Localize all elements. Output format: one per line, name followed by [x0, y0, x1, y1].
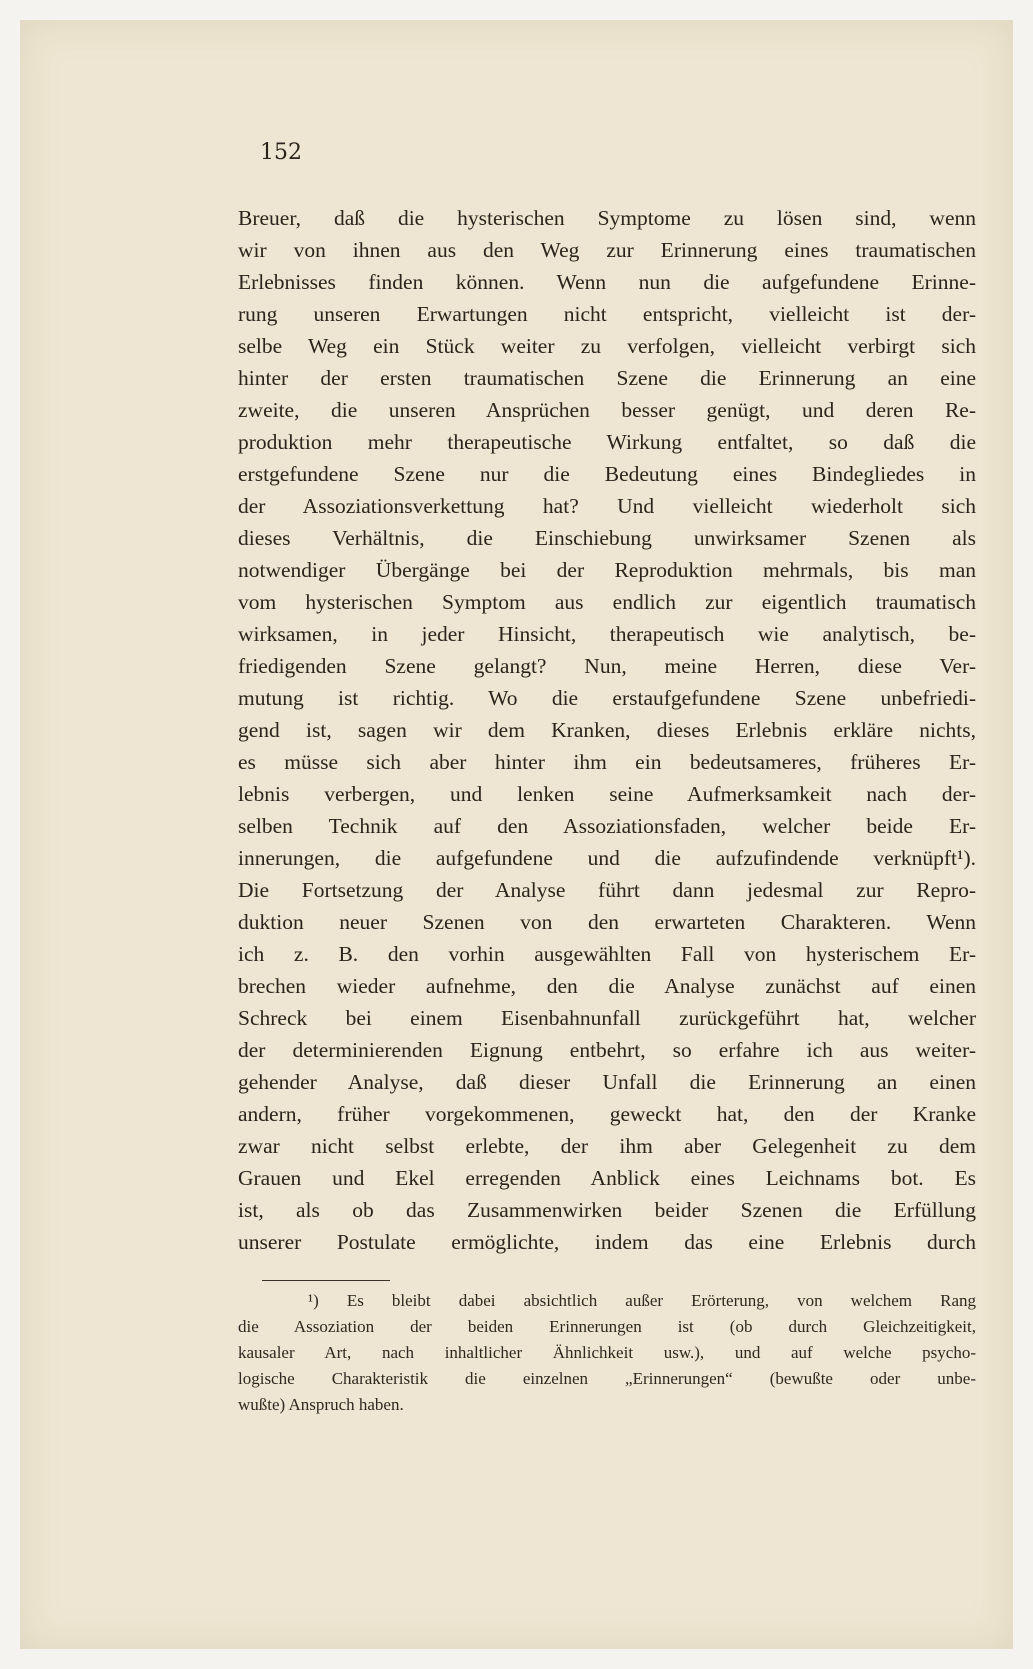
text-line: hinter der ersten traumatischen Szene die Erinnerung an eine: [238, 366, 976, 390]
text-line: selben Technik auf den Assoziationsfaden, welcher beide Er-: [238, 814, 976, 838]
text-line: der Assoziationsverkettung hat? Und vielleicht wiederholt sich: [238, 494, 976, 518]
text-line: der determinierenden Eignung entbehrt, so erfahre ich aus weiter-: [238, 1038, 976, 1062]
text-line: vom hysterischen Symptom aus endlich zur eigentlich traumatisch: [238, 590, 976, 614]
footnote-divider: [262, 1280, 390, 1281]
page-number: 152: [260, 140, 302, 165]
text-line: innerungen, die aufgefundene und die aufzufindende verknüpft¹).: [238, 846, 976, 870]
book-page: [20, 20, 1013, 1649]
text-line: mutung ist richtig. Wo die erstaufgefundene Szene unbefriedi-: [238, 686, 976, 710]
text-line: zweite, die unseren Ansprüchen besser genügt, und deren Re-: [238, 398, 976, 422]
text-line: friedigenden Szene gelangt? Nun, meine Herren, diese Ver-: [238, 654, 976, 678]
body-text: [238, 202, 976, 1258]
text-line: gehender Analyse, daß dieser Unfall die Erinnerung an einen: [238, 1070, 976, 1094]
footnote-line: die Assoziation der beiden Erinnerungen ist (ob durch Gleichzeitigkeit,: [238, 1317, 976, 1336]
text-line: Die Fortsetzung der Analyse führt dann jedesmal zur Repro-: [238, 878, 976, 902]
text-line: andern, früher vorgekommenen, geweckt hat, den der Kranke: [238, 1102, 976, 1126]
text-line: zwar nicht selbst erlebte, der ihm aber Gelegenheit zu dem: [238, 1134, 976, 1158]
text-line: wirksamen, in jeder Hinsicht, therapeutisch wie analytisch, be-: [238, 622, 976, 646]
text-line: Breuer, daß die hysterischen Symptome zu lösen sind, wenn: [238, 206, 976, 230]
footnote-line: kausaler Art, nach inhaltlicher Ähnlichkeit usw.), und auf welche psycho-: [238, 1343, 976, 1362]
text-line: ich z. B. den vorhin ausgewählten Fall von hysterischem Er-: [238, 942, 976, 966]
text-line: erstgefundene Szene nur die Bedeutung eines Bindegliedes in: [238, 462, 976, 486]
text-line: produktion mehr therapeutische Wirkung entfaltet, so daß die: [238, 430, 976, 454]
text-line: selbe Weg ein Stück weiter zu verfolgen, vielleicht verbirgt sich: [238, 334, 976, 358]
text-line: wir von ihnen aus den Weg zur Erinnerung eines traumatischen: [238, 238, 976, 262]
text-line: brechen wieder aufnehme, den die Analyse zunächst auf einen: [238, 974, 976, 998]
text-line: ist, als ob das Zusammenwirken beider Szenen die Erfüllung: [238, 1198, 976, 1222]
text-line: gend ist, sagen wir dem Kranken, dieses Erlebnis erkläre nichts,: [238, 718, 976, 742]
text-line: rung unseren Erwartungen nicht entspricht, vielleicht ist der-: [238, 302, 976, 326]
footnote: [238, 1288, 976, 1418]
text-line: duktion neuer Szenen von den erwarteten Charakteren. Wenn: [238, 910, 976, 934]
footnote-line: wußte) Anspruch haben.: [238, 1395, 404, 1414]
text-line: Grauen und Ekel erregenden Anblick eines Leichnams bot. Es: [238, 1166, 976, 1190]
text-line: dieses Verhältnis, die Einschiebung unwirksamer Szenen als: [238, 526, 976, 550]
text-line: unserer Postulate ermöglichte, indem das eine Erlebnis durch: [238, 1230, 976, 1254]
text-line: es müsse sich aber hinter ihm ein bedeutsameres, früheres Er-: [238, 750, 976, 774]
text-line: lebnis verbergen, und lenken seine Aufmerksamkeit nach der-: [238, 782, 976, 806]
footnote-line: ¹) Es bleibt dabei absichtlich außer Erörterung, von welchem Rang: [308, 1291, 976, 1310]
footnote-line: logische Charakteristik die einzelnen „Erinnerungen“ (bewußte oder unbe-: [238, 1369, 976, 1388]
text-line: Schreck bei einem Eisenbahnunfall zurückgeführt hat, welcher: [238, 1006, 976, 1030]
text-line: notwendiger Übergänge bei der Reproduktion mehrmals, bis man: [238, 558, 976, 582]
text-line: Erlebnisses finden können. Wenn nun die aufgefundene Erinne-: [238, 270, 976, 294]
